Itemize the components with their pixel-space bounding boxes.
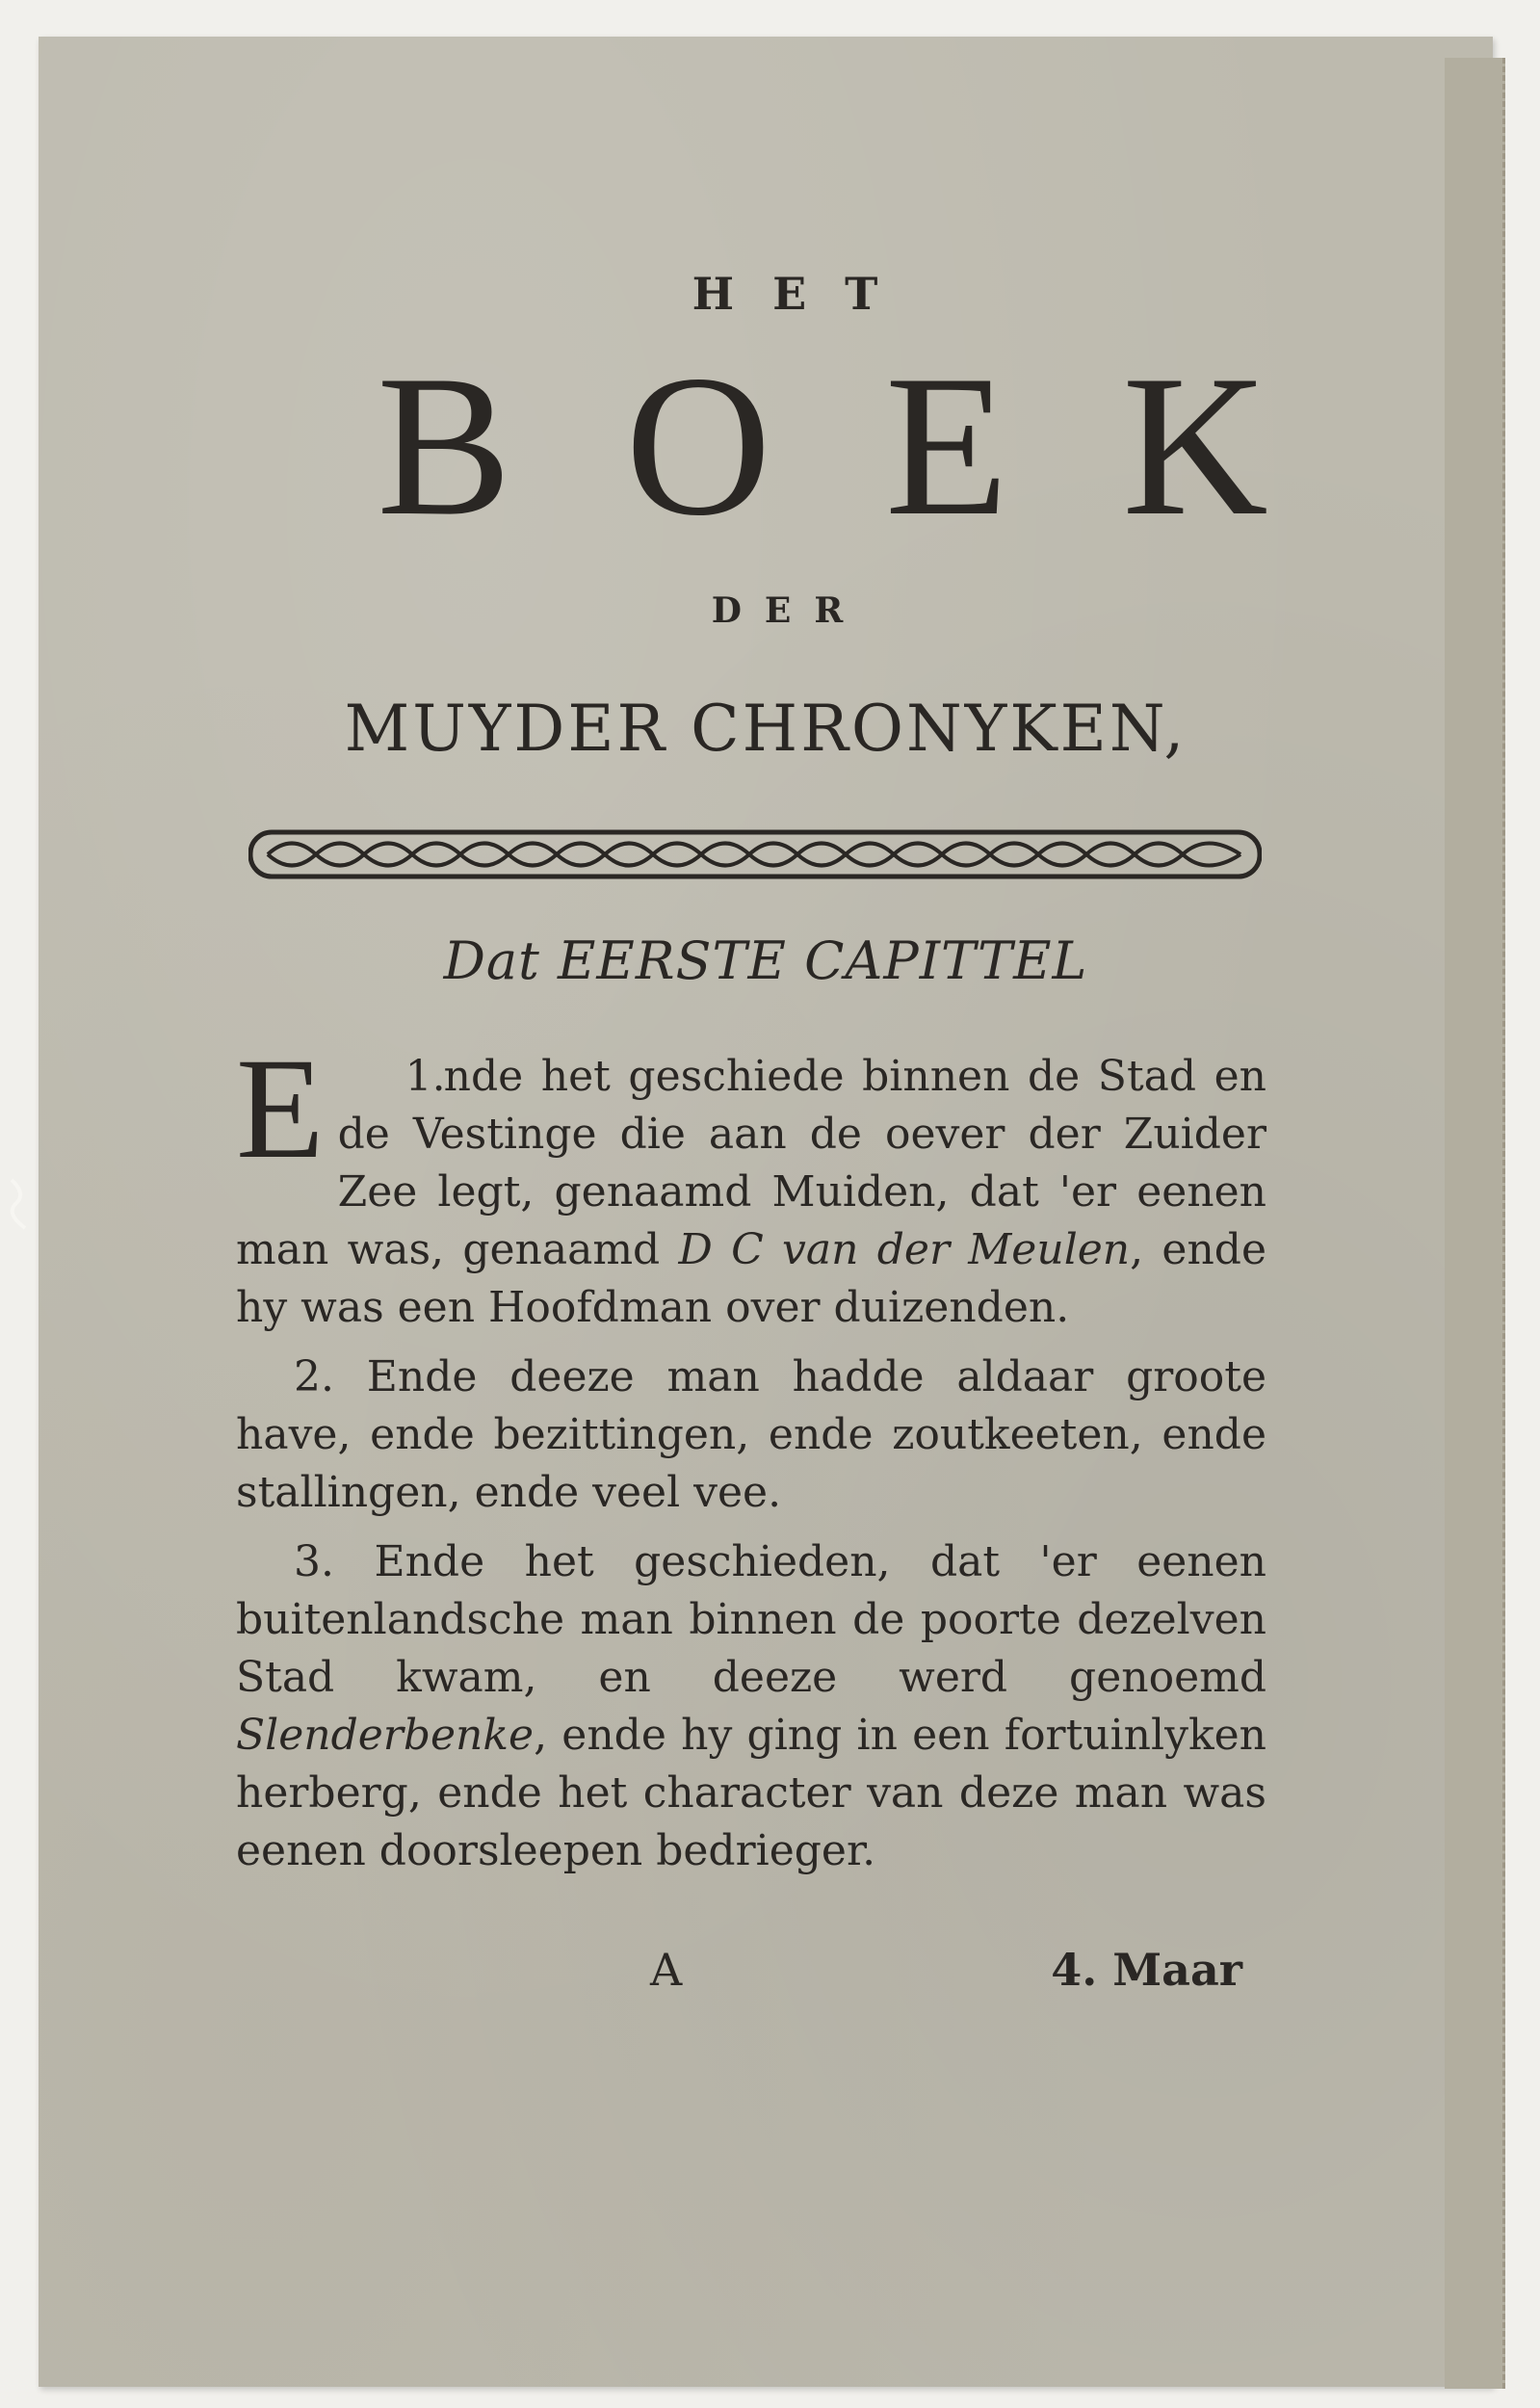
chapter-title: Dat EERSTE CAPITTEL <box>443 930 1088 991</box>
signature-mark: A <box>650 1944 683 1996</box>
verse-text: Ende deeze man hadde aldaar groote have, ende bezittingen, ende zoutkeeten, ende stallingen, ende veel vee. <box>236 1352 1266 1517</box>
body-text <box>236 1029 1266 1892</box>
person-name: D C van der Meulen <box>678 1225 1131 1274</box>
verse-text: Ende het geschieden, dat 'er eenen buitenlandsche man binnen de poorte dezelven Stad kwam, en deeze werd genoemd <box>236 1537 1266 1702</box>
subtitle: MUYDER CHRONYKEN, <box>344 692 1188 766</box>
binding-thread-icon <box>8 1175 37 1233</box>
verse-text-continued: , ende hy ging in een fortuinlyken herberg, ende het character van deze man was eenen doorsleepen bedrieger. <box>236 1711 1266 1875</box>
person-name: Slenderbenke <box>236 1711 535 1760</box>
verse-number: 1. <box>405 1052 446 1101</box>
catchword: 4. Maar <box>1051 1944 1242 1996</box>
book-page <box>39 37 1493 2387</box>
verse-2 <box>236 1348 1266 1522</box>
verse-number: 2. <box>294 1352 334 1401</box>
verse-3 <box>236 1533 1266 1880</box>
verse-text-continued: , ende hy was een Hoofdman over duizenden. <box>236 1225 1266 1332</box>
page-edge <box>1445 58 1505 2389</box>
main-title: BOEK <box>377 334 1382 558</box>
title-connector: DER <box>711 590 867 631</box>
drop-cap: E <box>236 1029 325 1189</box>
verse-1 <box>236 1029 1266 1337</box>
ornamental-border <box>248 824 1262 884</box>
verse-number: 3. <box>294 1537 334 1586</box>
verse-text: nde het geschiede binnen de Stad en de Vestinge die aan de oever der Zuider Zee legt, genaamd Muiden, dat 'er eenen man was, genaamd <box>236 1052 1266 1274</box>
pre-title: HET <box>692 268 917 320</box>
